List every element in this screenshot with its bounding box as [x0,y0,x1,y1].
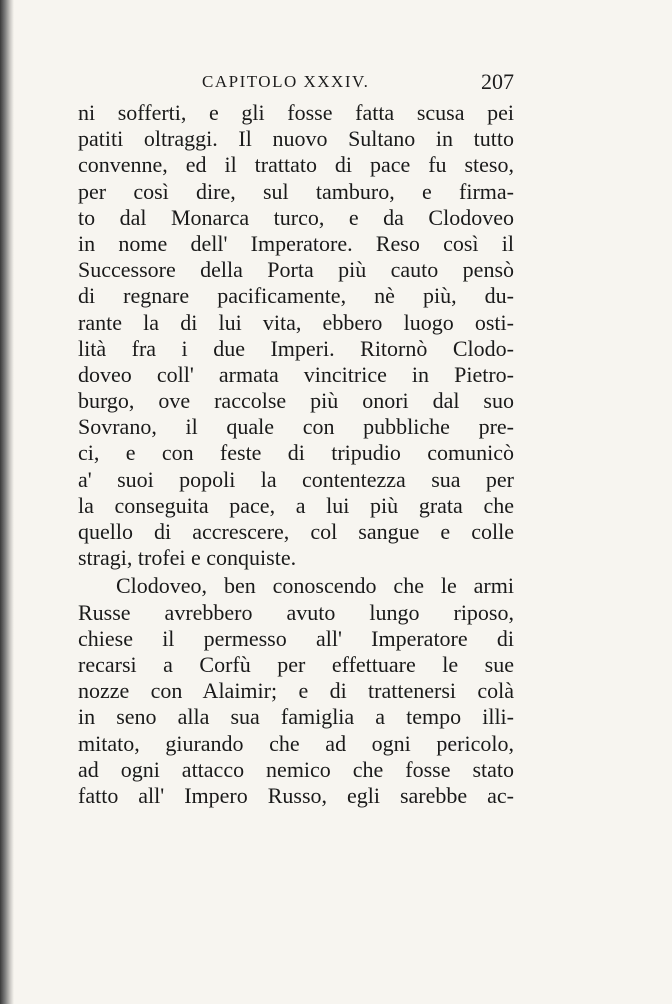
text-line: a' suoi popoli la contentezza sua per [78,466,514,492]
text-line: Sovrano, il quale con pubbliche pre- [78,414,514,440]
text-line: la conseguita pace, a lui più grata che [78,492,514,518]
text-line: lità fra i due Imperi. Ritornò Clodo- [78,335,514,361]
text-line: Successore della Porta più cauto pensò [78,257,514,283]
text-line: rante la di lui vita, ebbero luogo osti- [78,309,514,335]
running-head [78,69,514,100]
text-line: Russe avrebbero avuto lungo riposo, [78,599,514,625]
chapter-title: CAPITOLO XXXIV. [202,72,370,91]
text-line: chiese il permesso all' Imperatore di [78,625,514,651]
text-line: ni sofferti, e gli fosse fatta scusa pei [78,100,514,125]
text-line: in seno alla sua famiglia a tempo illi- [78,704,514,730]
text-line: Clodoveo, ben conoscendo che le armi [116,573,514,599]
text-line: patiti oltraggi. Il nuovo Sultano in tutto [78,126,514,152]
text-line: nozze con Alaimir; e di trattenersi colà [78,678,514,704]
text-line: mitato, giurando che ad ogni pericolo, [78,730,514,756]
text-line: to dal Monarca turco, e da Clodoveo [78,204,514,230]
text-line: doveo coll' armata vincitrice in Pietro- [78,361,514,387]
binding-shadow [0,0,14,1004]
page-number: 207 [481,69,514,94]
text-line: di regnare pacificamente, nè più, du- [78,283,514,309]
body-text [78,100,514,809]
text-line: ad ogni attacco nemico che fosse stato [78,756,514,782]
text-line: recarsi a Corfù per effettuare le sue [78,651,514,677]
text-line: fatto all' Impero Russo, egli sarebbe ac- [78,782,514,808]
text-line: stragi, trofei e conquiste. [78,545,297,571]
text-line: in nome dell' Imperatore. Reso così il [78,230,514,256]
text-line: convenne, ed il trattato di pace fu steso, [78,152,514,178]
text-line: ci, e con feste di tripudio comunicò [78,440,514,466]
text-line: burgo, ove raccolse più onori dal suo [78,388,514,414]
text-line: per così dire, sul tamburo, e firma- [78,178,514,204]
text-line: quello di accrescere, col sangue e colle [78,519,514,544]
